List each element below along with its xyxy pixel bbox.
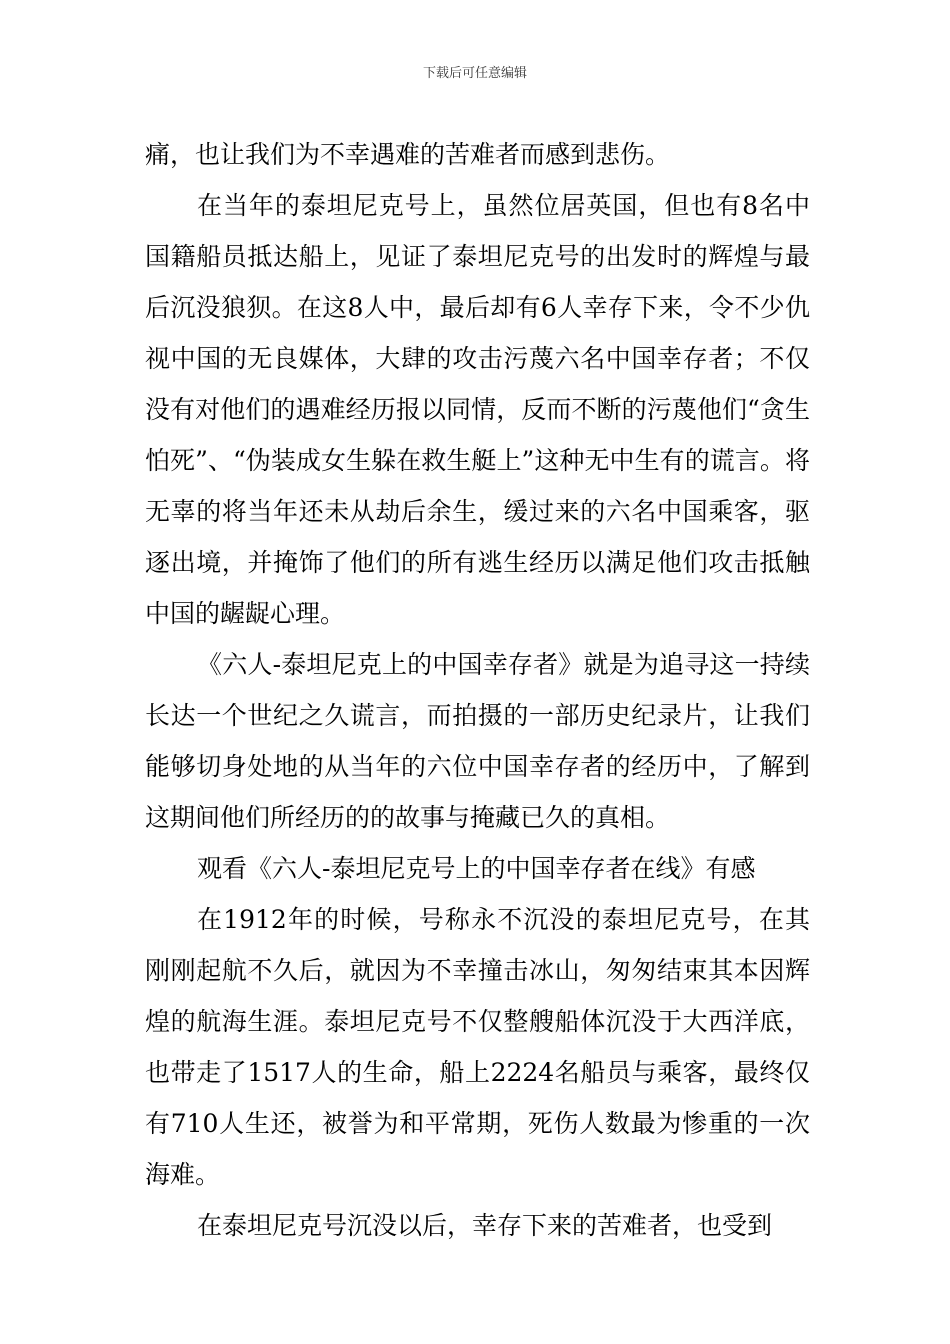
paragraph-3: 《六人-泰坦尼克上的中国幸存者》就是为追寻这一持续长达一个世纪之久谎言，而拍摄的一部历史纪录片，让我们能够切身处地的从当年的六位中国幸存者的经历中，了解到这期间他们所经历的的故事与掩藏已久的真相。 [145,650,810,832]
document-body [145,129,810,1251]
paragraph-4: 在1912年的时候，号称永不沉没的泰坦尼克号，在其刚刚起航不久后，就因为不幸撞击冰山，匆匆结束其本因辉煌的航海生涯。泰坦尼克号不仅整艘船体沉没于大西洋底，也带走了1517人的生命，船上2224名船员与乘客，最终仅有710人生还，被誉为和平常期，死伤人数最为惨重的一次海难。 [145,905,810,1189]
paragraph-1: 痛，也让我们为不幸遇难的苦难者而感到悲伤。 [145,140,671,169]
section-heading: 观看《六人-泰坦尼克号上的中国幸存者在线》有感 [197,854,756,883]
page-header: 下载后可任意编辑 [422,66,527,81]
paragraph-5: 在泰坦尼克号沉没以后，幸存下来的苦难者，也受到 [197,1211,773,1240]
paragraph-2: 在当年的泰坦尼克号上，虽然位居英国，但也有8名中国籍船员抵达船上，见证了泰坦尼克号的出发时的辉煌与最后沉没狼狈。在这8人中，最后却有6人幸存下来，令不少仇视中国的无良媒体，大肆的攻击污蔑六名中国幸存者；不仅没有对他们的遇难经历报以同情，反而不断的污蔑他们“贪生怕死”、“伪装成女生躲在救生艇上”这种无中生有的谎言。将无辜的将当年还未从劫后余生，缓过来的六名中国乘客，驱逐出境，并掩饰了他们的所有逃生经历以满足他们攻击抵触中国的龌龊心理。 [145,191,810,628]
